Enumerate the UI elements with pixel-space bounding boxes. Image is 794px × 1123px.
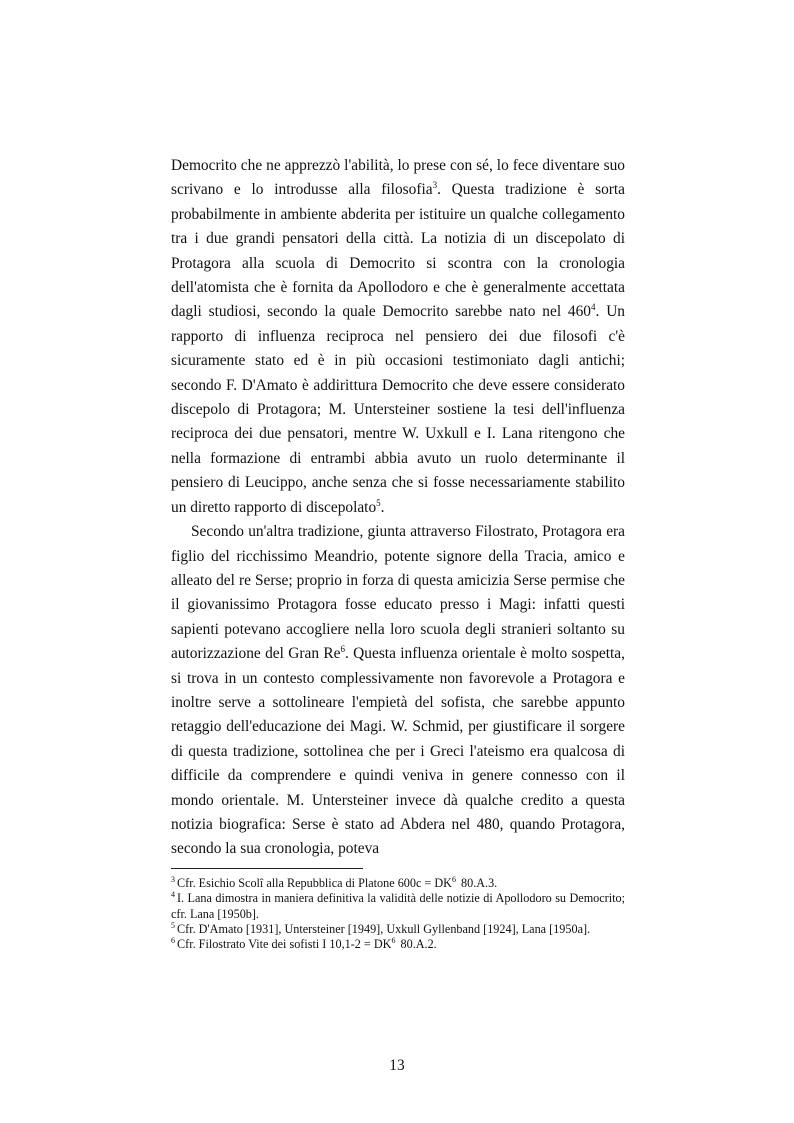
footnote-6 [171, 937, 625, 952]
footnote-text: I. Lana dimostra in maniera definitiva la validità delle notizie di Apollodoro su Democrito; cfr. Lana [1950b]. [171, 891, 625, 921]
text-run: . Un rapporto di influenza reciproca nel pensiero dei due filosofi c'è sicuramente stato ed è in più occasioni testimoniato dagli antichi; secondo F. D'Amato è addirittura Democrito che deve essere considerato discepolo di Protagora; M. Untersteiner sostiene la tesi dell'influenza reciproca dei due pensatori, mentre W. Uxkull e I. Lana ritengono che nella formazione di entrambi abbia avuto un ruolo determinante il pensiero di Leucippo, anche senza che si fosse necessariamente stabilito un diretto rapporto di discepolato [171, 303, 625, 516]
footnote-number: 4 [171, 890, 175, 900]
footnote-ref-3[interactable]: 3 [432, 180, 438, 191]
footnote-text: 80.A.3. [457, 876, 498, 890]
text-run: . [380, 498, 385, 516]
footnote-number: 5 [171, 920, 175, 930]
text-run: Democrito che ne apprezzò l'abilità, lo prese con sé, lo fece diventare suo scrivano e lo introdusse alla filosofia [171, 157, 625, 199]
footnote-superscript: 6 [391, 936, 396, 946]
footnote-5 [171, 922, 625, 937]
paragraph-2 [171, 520, 625, 862]
footnote-superscript: 6 [451, 875, 456, 884]
main-text [171, 154, 625, 862]
footnote-text: Cfr. D'Amato [1931], Untersteiner [1949], Uxkull Gyllenband [1924], Lana [1950a]. [177, 921, 591, 936]
footnote-ref-6[interactable]: 6 [340, 644, 345, 655]
footnote-text: 80.A.2. [397, 937, 437, 952]
footnote-4 [171, 891, 625, 922]
footnotes [171, 876, 625, 952]
text-run: Secondo un'altra tradizione, giunta attraverso Filostrato, Protagora era figlio del ricchissimo Meandrio, potente signore della Tracia, amico e alleato del re Serse; proprio in forza di questa amicizia Serse permise che il giovanissimo Protagora fosse educato presso i Magi: infatti questi sapienti potevano accogliere nella loro scuola degli stranieri soltanto su autorizzazione del Gran Re [171, 523, 625, 663]
footnote-number: 3 [171, 875, 175, 884]
text-run: . Questa tradizione è sorta probabilmente in ambiente abderita per istituire un qualche collegamento tra i due grandi pensatori della città. La notizia di un discepolato di Protagora alla scuola di Democrito si scontra con la cronologia dell'atomista che è fornita da Apollodoro e che è generalmente accettata dagli studiosi, secondo la quale Democrito sarebbe nato nel 460 [171, 181, 625, 321]
footnote-text: Cfr. Esichio Scolî alla Repubblica di Platone 600c = DK [177, 876, 452, 890]
page-number: 13 [389, 1057, 405, 1074]
footnote-3 [171, 876, 625, 891]
footnote-ref-4[interactable]: 4 [591, 302, 596, 313]
footnote-number: 6 [171, 936, 175, 946]
text-run: . Questa influenza orientale è molto sospetta, si trova in un contesto complessivamente non favorevole a Protagora e inoltre serve a sottolineare l'empietà del sofista, che sarebbe appunto retaggio dell'educazione dei Magi. W. Schmid, per giustificare il sorgere di questa tradizione, sottolinea che per i Greci l'ateismo era qualcosa di difficile da comprendere e quindi veniva in genere connesso con il mondo orientale. M. Untersteiner invece dà qualche credito a questa notizia biografica: Serse è stato ad Abdera nel 480, quando Protagora, secondo la sua cronologia, poteva [171, 645, 625, 858]
paragraph-1 [171, 154, 625, 520]
footnote-ref-5[interactable]: 5 [376, 497, 381, 508]
footnote-separator [171, 868, 363, 869]
footnote-text: Cfr. Filostrato Vite dei sofisti I 10,1-2 = DK [177, 937, 392, 952]
